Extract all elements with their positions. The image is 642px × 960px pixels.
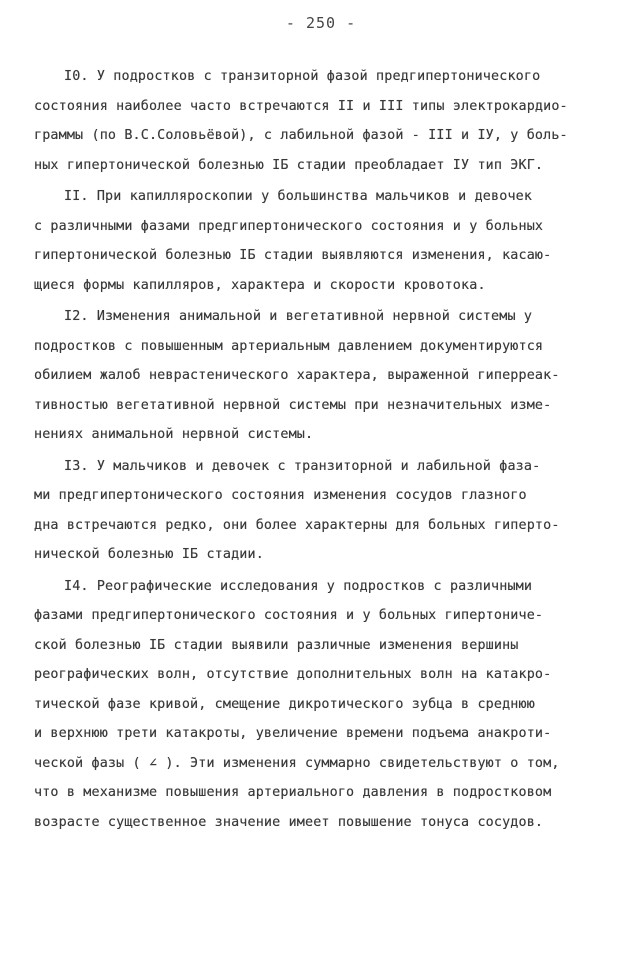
text-line: ческой фазы ( ∠ ). Эти изменения суммарно свидетельствуют о том, — [34, 755, 560, 771]
text-line: тической фазе кривой, смещение дикротического зубца в среднюю — [34, 696, 535, 712]
text-line: возрасте существенное значение имеет повышение тонуса сосудов. — [34, 814, 544, 830]
text-line: I4. Реографические исследования у подростков с различными — [64, 578, 533, 594]
text-line: дна встречаются редко, они более характерны для больных гиперто- — [34, 517, 560, 533]
text-line: I3. У мальчиков и девочек с транзиторной и лабильной фаза- — [64, 458, 541, 474]
text-line: состояния наиболее часто встречаются II и III типы электрокардио- — [34, 98, 568, 114]
text-line: что в механизме повышения артериального давления в подростковом — [34, 785, 552, 800]
text-line: ми предгипертонического состояния изменения сосудов глазного — [34, 488, 527, 503]
text-line: и верхнюю трети катакроты, увеличение времени подъема анакроти- — [34, 726, 552, 741]
body-text — [34, 62, 594, 839]
text-line: тивностью вегетативной нервной системы при незначительных изме- — [34, 397, 552, 413]
text-line: I2. Изменения анимальной и вегетативной нервной системы у — [64, 309, 533, 324]
text-line: I0. У подростков с транзиторной фазой предгипертонического — [64, 69, 541, 84]
text-line: ской болезнью IБ стадии выявили различные изменения вершины — [34, 637, 519, 653]
text-line: с различными фазами предгипертонического состояния и у больных — [34, 218, 544, 234]
text-line: фазами предгипертонического состояния и у больных гипертониче- — [34, 608, 544, 623]
text-line: II. При капилляроскопии у большинства мальчиков и девочек — [64, 189, 533, 204]
text-line: гипертонической болезнью IБ стадии выявляются изменения, касаю- — [34, 248, 552, 263]
text-line: граммы (по В.С.Соловьёвой), с лабильной фазой - III и IУ, у боль- — [34, 128, 568, 143]
text-line: подростков с повышенным артериальным давлением документируются — [34, 338, 544, 354]
paragraph-14 — [34, 572, 594, 838]
text-line: нической болезнью IБ стадии. — [34, 547, 264, 562]
paragraph-10 — [34, 62, 594, 180]
paragraph-12 — [34, 302, 594, 450]
text-line: обилием жалоб неврастенического характера, выраженной гиперреак- — [34, 368, 560, 383]
text-line: ных гипертонической болезнью IБ стадии преобладает IУ тип ЭКГ. — [34, 157, 544, 173]
text-line: реографических волн, отсутствие дополнительных волн на катакро- — [34, 667, 552, 682]
paragraph-11 — [34, 182, 594, 300]
text-line: щиеся формы капилляров, характера и скорости кровотока. — [34, 277, 486, 293]
paragraph-13 — [34, 452, 594, 570]
text-line: нениях анимальной нервной системы. — [34, 427, 314, 442]
page-number: - 250 - — [285, 14, 357, 32]
